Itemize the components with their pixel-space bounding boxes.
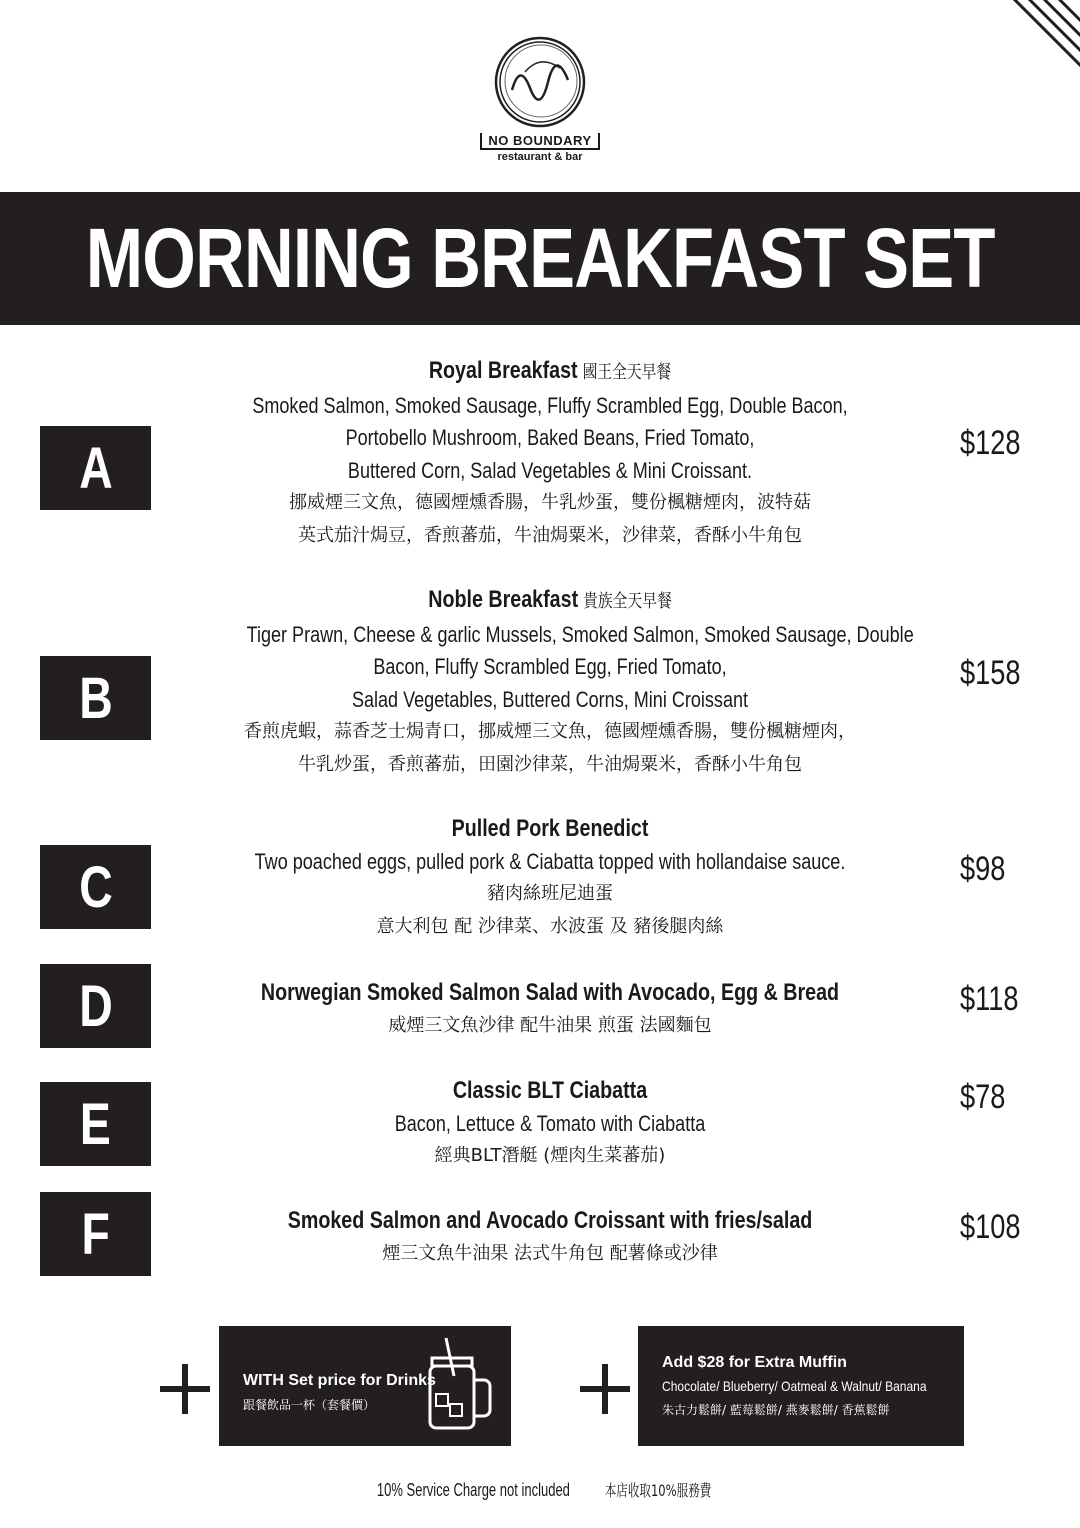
logo-scribble-icon	[490, 32, 590, 132]
item-name: Noble Breakfast	[428, 586, 579, 613]
item-desc-zh: 豬肉絲班尼迪蛋	[487, 883, 613, 905]
title-banner	[0, 192, 1080, 325]
item-price-d: $118	[960, 980, 1019, 1018]
item-name-zh: 貴族全天早餐	[583, 591, 672, 612]
item-price-a: $128	[960, 424, 1021, 462]
drinks-addon-box	[219, 1326, 511, 1446]
item-desc-line: Tiger Prawn, Cheese & garlic Mussels, Smoked Salmon, Smoked Sausage, Double	[246, 621, 914, 647]
plus-icon	[580, 1364, 630, 1414]
muffin-addon-box	[638, 1326, 964, 1446]
menu-item-a	[180, 355, 920, 553]
item-name: Pulled Pork Benedict	[451, 815, 649, 842]
item-desc-zh: 威煙三文魚沙律 配牛油果 煎蛋 法國麵包	[388, 1014, 712, 1036]
item-desc-zh: 煙三文魚牛油果 法式牛角包 配薯條或沙律	[382, 1242, 718, 1264]
set-letter-b: B	[40, 656, 151, 740]
item-desc-zh: 香煎虎蝦，蒜香芝士焗青口，挪威煙三文魚，德國煙燻香腸，雙份楓糖煙肉，	[244, 721, 856, 743]
item-name: Classic BLT Ciabatta	[452, 1077, 648, 1104]
item-desc-zh: 牛乳炒蛋，香煎蕃茄，田園沙律菜，牛油焗粟米，香酥小牛角包	[298, 753, 802, 775]
set-letter-e: E	[40, 1082, 151, 1166]
menu-item-f	[180, 1205, 920, 1270]
plus-icon	[160, 1364, 210, 1414]
item-desc-line: Salad Vegetables, Buttered Corns, Mini Croissant	[351, 686, 749, 712]
set-letter-d: D	[40, 964, 151, 1048]
item-desc-line: Smoked Salmon, Smoked Sausage, Fluffy Scrambled Egg, Double Bacon,	[252, 392, 848, 418]
muffin-zh: 朱古力鬆餅/ 藍莓鬆餅/ 燕麥鬆餅/ 香蕉鬆餅	[662, 1403, 890, 1417]
set-letter-a: A	[40, 426, 151, 510]
item-desc-line: Bacon, Lettuce & Tomato with Ciabatta	[394, 1110, 706, 1136]
menu-item-e	[180, 1075, 920, 1173]
item-name-zh: 國王全天早餐	[582, 362, 672, 383]
corner-stripes-decoration	[970, 0, 1080, 100]
item-desc-zh: 意大利包 配 沙律菜、水波蛋 及 豬後腿肉絲	[376, 915, 724, 937]
menu-item-c	[180, 813, 920, 943]
service-charge-note	[0, 1478, 1080, 1501]
page-title: MORNING BREAKFAST SET	[85, 211, 995, 305]
item-desc-zh: 挪威煙三文魚，德國煙燻香腸，牛乳炒蛋，雙份楓糖煙肉，波特菇	[289, 492, 811, 514]
item-price-b: $158	[960, 654, 1021, 692]
item-price-e: $78	[960, 1078, 1006, 1116]
item-desc-zh: 英式茄汁焗豆，香煎蕃茄，牛油焗粟米，沙律菜，香酥小牛角包	[298, 524, 802, 546]
item-price-f: $108	[960, 1208, 1021, 1246]
item-desc-line: Bacon, Fluffy Scrambled Egg, Fried Tomato,	[373, 654, 727, 680]
muffin-title: Add $28 for Extra Muffin	[662, 1354, 847, 1371]
set-letter-c: C	[40, 845, 151, 929]
muffin-flavors: Chocolate/ Blueberry/ Oatmeal & Walnut/ Banana	[662, 1378, 927, 1394]
brand-name: NO BOUNDARY	[480, 133, 599, 150]
set-letter-f: F	[40, 1192, 151, 1276]
drinks-zh: 跟餐飲品一杯（套餐價）	[243, 1398, 376, 1412]
drinks-title: WITH Set price for Drinks	[243, 1372, 436, 1389]
item-desc-zh: 經典BLT潛艇 (煙肉生菜蕃茄)	[434, 1145, 666, 1167]
item-name: Norwegian Smoked Salmon Salad with Avocado, Egg & Bread	[260, 979, 840, 1006]
menu-item-d	[180, 977, 920, 1042]
item-desc-line: Buttered Corn, Salad Vegetables & Mini Croissant.	[347, 457, 753, 483]
brand-tagline: restaurant & bar	[497, 151, 583, 163]
footer-note-en: 10% Service Charge not included	[376, 1480, 570, 1500]
item-name: Smoked Salmon and Avocado Croissant with fries/salad	[287, 1207, 813, 1234]
brand-logo	[470, 32, 610, 172]
item-desc-line: Two poached eggs, pulled pork & Ciabatta topped with hollandaise sauce.	[254, 848, 846, 874]
item-price-c: $98	[960, 850, 1006, 888]
item-name: Royal Breakfast	[428, 357, 578, 384]
footer-note-zh: 本店收取10%服務費	[604, 1481, 712, 1500]
menu-item-b	[180, 584, 920, 782]
item-desc-line: Portobello Mushroom, Baked Beans, Fried Tomato,	[345, 425, 755, 451]
jar-drink-icon	[424, 1336, 494, 1436]
